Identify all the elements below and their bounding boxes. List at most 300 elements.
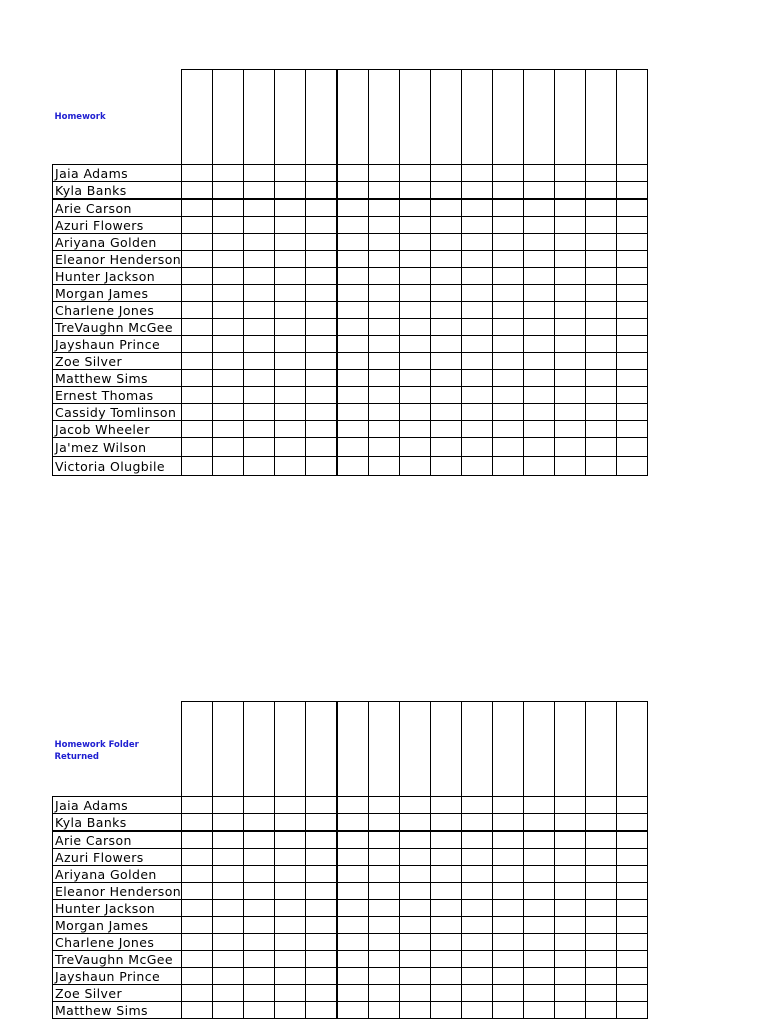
- mark-cell[interactable]: [244, 985, 275, 1002]
- mark-cell[interactable]: [555, 353, 586, 370]
- mark-cell[interactable]: [275, 934, 306, 951]
- mark-cell[interactable]: [275, 900, 306, 917]
- mark-cell[interactable]: [493, 849, 524, 866]
- mark-cell[interactable]: [586, 797, 617, 814]
- mark-cell[interactable]: [555, 199, 586, 217]
- mark-cell[interactable]: [337, 968, 369, 985]
- mark-cell[interactable]: [555, 404, 586, 421]
- mark-cell[interactable]: [182, 387, 213, 404]
- mark-cell[interactable]: [182, 814, 213, 832]
- mark-cell[interactable]: [462, 268, 493, 285]
- mark-cell[interactable]: [244, 251, 275, 268]
- mark-cell[interactable]: [306, 917, 338, 934]
- mark-cell[interactable]: [337, 421, 369, 438]
- mark-cell[interactable]: [555, 457, 586, 476]
- mark-cell[interactable]: [493, 814, 524, 832]
- mark-cell[interactable]: [493, 968, 524, 985]
- mark-cell[interactable]: [337, 917, 369, 934]
- mark-cell[interactable]: [462, 285, 493, 302]
- mark-cell[interactable]: [275, 234, 306, 251]
- mark-cell[interactable]: [369, 985, 400, 1002]
- mark-cell[interactable]: [493, 831, 524, 849]
- mark-cell[interactable]: [369, 951, 400, 968]
- mark-cell[interactable]: [586, 421, 617, 438]
- mark-cell[interactable]: [400, 165, 431, 182]
- mark-cell[interactable]: [244, 370, 275, 387]
- mark-cell[interactable]: [555, 438, 586, 457]
- mark-cell[interactable]: [493, 1002, 524, 1019]
- mark-cell[interactable]: [462, 849, 493, 866]
- mark-cell[interactable]: [244, 457, 275, 476]
- mark-cell[interactable]: [369, 387, 400, 404]
- mark-cell[interactable]: [244, 336, 275, 353]
- mark-cell[interactable]: [493, 934, 524, 951]
- mark-cell[interactable]: [555, 251, 586, 268]
- mark-cell[interactable]: [306, 421, 338, 438]
- header-cell[interactable]: [462, 70, 493, 165]
- mark-cell[interactable]: [493, 234, 524, 251]
- mark-cell[interactable]: [617, 268, 648, 285]
- mark-cell[interactable]: [462, 251, 493, 268]
- mark-cell[interactable]: [555, 866, 586, 883]
- mark-cell[interactable]: [306, 934, 338, 951]
- mark-cell[interactable]: [306, 336, 338, 353]
- mark-cell[interactable]: [400, 814, 431, 832]
- mark-cell[interactable]: [182, 421, 213, 438]
- mark-cell[interactable]: [493, 951, 524, 968]
- mark-cell[interactable]: [493, 917, 524, 934]
- mark-cell[interactable]: [306, 831, 338, 849]
- mark-cell[interactable]: [431, 849, 462, 866]
- mark-cell[interactable]: [337, 457, 369, 476]
- mark-cell[interactable]: [555, 319, 586, 336]
- mark-cell[interactable]: [275, 831, 306, 849]
- mark-cell[interactable]: [524, 985, 555, 1002]
- mark-cell[interactable]: [617, 285, 648, 302]
- mark-cell[interactable]: [462, 438, 493, 457]
- mark-cell[interactable]: [182, 370, 213, 387]
- mark-cell[interactable]: [306, 285, 338, 302]
- mark-cell[interactable]: [213, 814, 244, 832]
- mark-cell[interactable]: [337, 951, 369, 968]
- mark-cell[interactable]: [617, 934, 648, 951]
- mark-cell[interactable]: [431, 457, 462, 476]
- mark-cell[interactable]: [244, 866, 275, 883]
- mark-cell[interactable]: [369, 797, 400, 814]
- mark-cell[interactable]: [493, 319, 524, 336]
- mark-cell[interactable]: [369, 302, 400, 319]
- mark-cell[interactable]: [213, 917, 244, 934]
- mark-cell[interactable]: [617, 387, 648, 404]
- mark-cell[interactable]: [275, 797, 306, 814]
- mark-cell[interactable]: [369, 251, 400, 268]
- mark-cell[interactable]: [182, 934, 213, 951]
- mark-cell[interactable]: [400, 866, 431, 883]
- mark-cell[interactable]: [586, 1002, 617, 1019]
- mark-cell[interactable]: [244, 302, 275, 319]
- mark-cell[interactable]: [524, 387, 555, 404]
- mark-cell[interactable]: [244, 814, 275, 832]
- header-cell[interactable]: [369, 702, 400, 797]
- mark-cell[interactable]: [213, 797, 244, 814]
- mark-cell[interactable]: [275, 1002, 306, 1019]
- mark-cell[interactable]: [617, 951, 648, 968]
- mark-cell[interactable]: [431, 387, 462, 404]
- mark-cell[interactable]: [182, 199, 213, 217]
- mark-cell[interactable]: [617, 797, 648, 814]
- mark-cell[interactable]: [493, 421, 524, 438]
- mark-cell[interactable]: [182, 1002, 213, 1019]
- mark-cell[interactable]: [369, 968, 400, 985]
- mark-cell[interactable]: [337, 370, 369, 387]
- mark-cell[interactable]: [306, 217, 338, 234]
- mark-cell[interactable]: [275, 951, 306, 968]
- mark-cell[interactable]: [617, 438, 648, 457]
- mark-cell[interactable]: [555, 968, 586, 985]
- header-cell[interactable]: [586, 70, 617, 165]
- mark-cell[interactable]: [617, 421, 648, 438]
- mark-cell[interactable]: [493, 883, 524, 900]
- mark-cell[interactable]: [555, 934, 586, 951]
- mark-cell[interactable]: [524, 336, 555, 353]
- mark-cell[interactable]: [369, 900, 400, 917]
- mark-cell[interactable]: [337, 438, 369, 457]
- mark-cell[interactable]: [493, 900, 524, 917]
- mark-cell[interactable]: [617, 849, 648, 866]
- mark-cell[interactable]: [306, 438, 338, 457]
- mark-cell[interactable]: [306, 1002, 338, 1019]
- mark-cell[interactable]: [182, 951, 213, 968]
- mark-cell[interactable]: [462, 336, 493, 353]
- header-cell[interactable]: [182, 702, 213, 797]
- mark-cell[interactable]: [306, 251, 338, 268]
- mark-cell[interactable]: [275, 217, 306, 234]
- mark-cell[interactable]: [337, 302, 369, 319]
- mark-cell[interactable]: [462, 319, 493, 336]
- mark-cell[interactable]: [431, 985, 462, 1002]
- mark-cell[interactable]: [244, 968, 275, 985]
- mark-cell[interactable]: [306, 182, 338, 200]
- mark-cell[interactable]: [337, 849, 369, 866]
- mark-cell[interactable]: [400, 268, 431, 285]
- mark-cell[interactable]: [275, 968, 306, 985]
- mark-cell[interactable]: [586, 849, 617, 866]
- mark-cell[interactable]: [617, 457, 648, 476]
- mark-cell[interactable]: [306, 302, 338, 319]
- mark-cell[interactable]: [275, 438, 306, 457]
- mark-cell[interactable]: [182, 831, 213, 849]
- mark-cell[interactable]: [586, 404, 617, 421]
- mark-cell[interactable]: [462, 199, 493, 217]
- header-cell[interactable]: [337, 702, 369, 797]
- mark-cell[interactable]: [555, 182, 586, 200]
- mark-cell[interactable]: [400, 951, 431, 968]
- mark-cell[interactable]: [369, 849, 400, 866]
- mark-cell[interactable]: [182, 883, 213, 900]
- mark-cell[interactable]: [369, 814, 400, 832]
- mark-cell[interactable]: [555, 268, 586, 285]
- mark-cell[interactable]: [462, 353, 493, 370]
- mark-cell[interactable]: [431, 421, 462, 438]
- mark-cell[interactable]: [617, 968, 648, 985]
- mark-cell[interactable]: [586, 900, 617, 917]
- mark-cell[interactable]: [337, 285, 369, 302]
- mark-cell[interactable]: [586, 883, 617, 900]
- mark-cell[interactable]: [493, 985, 524, 1002]
- mark-cell[interactable]: [244, 319, 275, 336]
- mark-cell[interactable]: [524, 182, 555, 200]
- mark-cell[interactable]: [337, 814, 369, 832]
- mark-cell[interactable]: [431, 234, 462, 251]
- mark-cell[interactable]: [524, 234, 555, 251]
- mark-cell[interactable]: [369, 319, 400, 336]
- mark-cell[interactable]: [275, 404, 306, 421]
- mark-cell[interactable]: [586, 182, 617, 200]
- mark-cell[interactable]: [244, 917, 275, 934]
- mark-cell[interactable]: [213, 985, 244, 1002]
- mark-cell[interactable]: [524, 1002, 555, 1019]
- mark-cell[interactable]: [337, 900, 369, 917]
- mark-cell[interactable]: [306, 883, 338, 900]
- mark-cell[interactable]: [462, 370, 493, 387]
- header-cell[interactable]: [524, 70, 555, 165]
- mark-cell[interactable]: [524, 951, 555, 968]
- header-cell[interactable]: [586, 702, 617, 797]
- mark-cell[interactable]: [337, 883, 369, 900]
- mark-cell[interactable]: [524, 438, 555, 457]
- mark-cell[interactable]: [213, 251, 244, 268]
- mark-cell[interactable]: [244, 285, 275, 302]
- mark-cell[interactable]: [306, 814, 338, 832]
- header-cell[interactable]: [400, 702, 431, 797]
- header-cell[interactable]: [244, 70, 275, 165]
- mark-cell[interactable]: [493, 438, 524, 457]
- mark-cell[interactable]: [400, 849, 431, 866]
- mark-cell[interactable]: [462, 934, 493, 951]
- mark-cell[interactable]: [462, 985, 493, 1002]
- mark-cell[interactable]: [244, 849, 275, 866]
- mark-cell[interactable]: [337, 251, 369, 268]
- mark-cell[interactable]: [617, 234, 648, 251]
- mark-cell[interactable]: [400, 217, 431, 234]
- mark-cell[interactable]: [369, 336, 400, 353]
- mark-cell[interactable]: [586, 217, 617, 234]
- mark-cell[interactable]: [369, 934, 400, 951]
- mark-cell[interactable]: [182, 217, 213, 234]
- mark-cell[interactable]: [337, 182, 369, 200]
- mark-cell[interactable]: [244, 934, 275, 951]
- header-cell[interactable]: [306, 702, 338, 797]
- mark-cell[interactable]: [182, 182, 213, 200]
- mark-cell[interactable]: [524, 251, 555, 268]
- mark-cell[interactable]: [244, 165, 275, 182]
- mark-cell[interactable]: [213, 336, 244, 353]
- mark-cell[interactable]: [244, 234, 275, 251]
- mark-cell[interactable]: [182, 797, 213, 814]
- mark-cell[interactable]: [586, 336, 617, 353]
- mark-cell[interactable]: [400, 1002, 431, 1019]
- mark-cell[interactable]: [462, 302, 493, 319]
- mark-cell[interactable]: [400, 934, 431, 951]
- mark-cell[interactable]: [244, 1002, 275, 1019]
- mark-cell[interactable]: [337, 831, 369, 849]
- mark-cell[interactable]: [462, 968, 493, 985]
- mark-cell[interactable]: [213, 951, 244, 968]
- mark-cell[interactable]: [182, 336, 213, 353]
- mark-cell[interactable]: [306, 457, 338, 476]
- mark-cell[interactable]: [493, 268, 524, 285]
- mark-cell[interactable]: [182, 404, 213, 421]
- mark-cell[interactable]: [555, 883, 586, 900]
- mark-cell[interactable]: [244, 438, 275, 457]
- mark-cell[interactable]: [617, 302, 648, 319]
- mark-cell[interactable]: [337, 165, 369, 182]
- header-cell[interactable]: [400, 70, 431, 165]
- mark-cell[interactable]: [431, 814, 462, 832]
- mark-cell[interactable]: [306, 985, 338, 1002]
- header-cell[interactable]: [213, 702, 244, 797]
- mark-cell[interactable]: [275, 421, 306, 438]
- mark-cell[interactable]: [586, 319, 617, 336]
- mark-cell[interactable]: [524, 866, 555, 883]
- mark-cell[interactable]: [555, 370, 586, 387]
- mark-cell[interactable]: [462, 421, 493, 438]
- mark-cell[interactable]: [337, 985, 369, 1002]
- mark-cell[interactable]: [617, 217, 648, 234]
- mark-cell[interactable]: [337, 387, 369, 404]
- mark-cell[interactable]: [431, 251, 462, 268]
- header-cell[interactable]: [306, 70, 338, 165]
- mark-cell[interactable]: [275, 387, 306, 404]
- mark-cell[interactable]: [306, 404, 338, 421]
- mark-cell[interactable]: [213, 934, 244, 951]
- mark-cell[interactable]: [244, 217, 275, 234]
- mark-cell[interactable]: [213, 285, 244, 302]
- mark-cell[interactable]: [182, 457, 213, 476]
- mark-cell[interactable]: [586, 387, 617, 404]
- mark-cell[interactable]: [586, 302, 617, 319]
- mark-cell[interactable]: [337, 217, 369, 234]
- header-cell[interactable]: [431, 70, 462, 165]
- mark-cell[interactable]: [617, 883, 648, 900]
- header-cell[interactable]: [524, 702, 555, 797]
- mark-cell[interactable]: [493, 251, 524, 268]
- mark-cell[interactable]: [369, 370, 400, 387]
- mark-cell[interactable]: [369, 285, 400, 302]
- mark-cell[interactable]: [213, 849, 244, 866]
- mark-cell[interactable]: [275, 883, 306, 900]
- mark-cell[interactable]: [306, 866, 338, 883]
- mark-cell[interactable]: [617, 165, 648, 182]
- mark-cell[interactable]: [493, 336, 524, 353]
- mark-cell[interactable]: [586, 251, 617, 268]
- mark-cell[interactable]: [462, 797, 493, 814]
- mark-cell[interactable]: [182, 319, 213, 336]
- mark-cell[interactable]: [213, 302, 244, 319]
- mark-cell[interactable]: [400, 421, 431, 438]
- mark-cell[interactable]: [462, 814, 493, 832]
- mark-cell[interactable]: [462, 217, 493, 234]
- mark-cell[interactable]: [524, 814, 555, 832]
- mark-cell[interactable]: [275, 917, 306, 934]
- mark-cell[interactable]: [213, 404, 244, 421]
- mark-cell[interactable]: [555, 234, 586, 251]
- mark-cell[interactable]: [524, 370, 555, 387]
- mark-cell[interactable]: [431, 797, 462, 814]
- mark-cell[interactable]: [369, 883, 400, 900]
- mark-cell[interactable]: [493, 302, 524, 319]
- mark-cell[interactable]: [586, 985, 617, 1002]
- mark-cell[interactable]: [182, 251, 213, 268]
- mark-cell[interactable]: [555, 831, 586, 849]
- mark-cell[interactable]: [337, 934, 369, 951]
- mark-cell[interactable]: [617, 985, 648, 1002]
- mark-cell[interactable]: [244, 797, 275, 814]
- mark-cell[interactable]: [617, 1002, 648, 1019]
- mark-cell[interactable]: [617, 251, 648, 268]
- mark-cell[interactable]: [306, 165, 338, 182]
- mark-cell[interactable]: [213, 217, 244, 234]
- mark-cell[interactable]: [617, 831, 648, 849]
- mark-cell[interactable]: [337, 268, 369, 285]
- mark-cell[interactable]: [369, 457, 400, 476]
- mark-cell[interactable]: [213, 968, 244, 985]
- mark-cell[interactable]: [586, 165, 617, 182]
- mark-cell[interactable]: [493, 182, 524, 200]
- header-cell[interactable]: [555, 70, 586, 165]
- mark-cell[interactable]: [213, 319, 244, 336]
- mark-cell[interactable]: [586, 199, 617, 217]
- mark-cell[interactable]: [400, 302, 431, 319]
- mark-cell[interactable]: [617, 199, 648, 217]
- mark-cell[interactable]: [337, 866, 369, 883]
- header-cell[interactable]: [244, 702, 275, 797]
- mark-cell[interactable]: [617, 370, 648, 387]
- mark-cell[interactable]: [369, 217, 400, 234]
- mark-cell[interactable]: [524, 968, 555, 985]
- mark-cell[interactable]: [555, 387, 586, 404]
- mark-cell[interactable]: [586, 831, 617, 849]
- mark-cell[interactable]: [555, 302, 586, 319]
- mark-cell[interactable]: [462, 457, 493, 476]
- mark-cell[interactable]: [493, 866, 524, 883]
- mark-cell[interactable]: [400, 457, 431, 476]
- mark-cell[interactable]: [524, 797, 555, 814]
- mark-cell[interactable]: [369, 199, 400, 217]
- mark-cell[interactable]: [306, 353, 338, 370]
- mark-cell[interactable]: [493, 404, 524, 421]
- mark-cell[interactable]: [431, 217, 462, 234]
- mark-cell[interactable]: [337, 199, 369, 217]
- mark-cell[interactable]: [617, 866, 648, 883]
- mark-cell[interactable]: [182, 985, 213, 1002]
- mark-cell[interactable]: [555, 421, 586, 438]
- mark-cell[interactable]: [244, 268, 275, 285]
- mark-cell[interactable]: [306, 387, 338, 404]
- mark-cell[interactable]: [431, 831, 462, 849]
- mark-cell[interactable]: [431, 883, 462, 900]
- mark-cell[interactable]: [275, 849, 306, 866]
- mark-cell[interactable]: [213, 353, 244, 370]
- mark-cell[interactable]: [369, 421, 400, 438]
- mark-cell[interactable]: [555, 917, 586, 934]
- mark-cell[interactable]: [431, 319, 462, 336]
- mark-cell[interactable]: [400, 968, 431, 985]
- mark-cell[interactable]: [400, 883, 431, 900]
- mark-cell[interactable]: [244, 883, 275, 900]
- mark-cell[interactable]: [493, 387, 524, 404]
- mark-cell[interactable]: [275, 866, 306, 883]
